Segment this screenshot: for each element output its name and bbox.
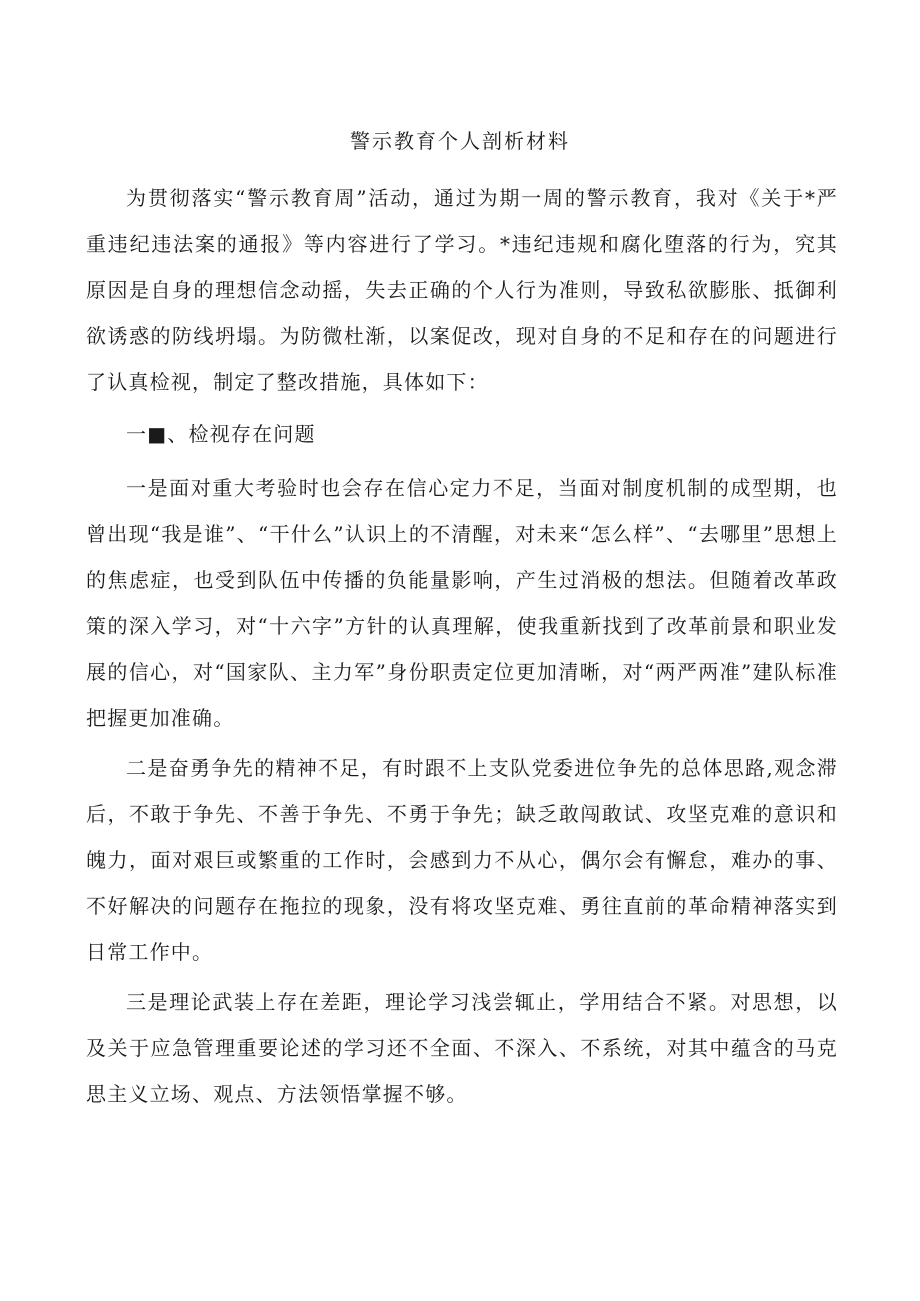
- document-title: 警示教育个人剖析材料: [350, 129, 570, 153]
- point-two-paragraph: 二是奋勇争先的精神不足，有时跟不上支队党委进位争先的总体思路,观念滞后，不敢于争先、不善于争先、不勇于争先；缺乏敢闯敢试、攻坚克难的意识和魄力，面对艰巨或繁重的工作时，会感到力不从心，偶尔会有懈怠，难办的事、不好解决的问题存在拖拉的现象，没有将攻坚克难、勇往直前的革命精神落实到日常工作中。: [86, 756, 838, 964]
- document-body: [86, 175, 838, 1117]
- intro-paragraph: 为贯彻落实“警示教育周”活动，通过为期一周的警示教育，我对《关于*严重违纪违法案的通报》等内容进行了学习。*违纪违规和腐化堕落的行为，究其原因是自身的理想信念动摇，失去正确的个人行为准则，导致私欲膨胀、抵御利欲诱惑的防线坍塌。为防微杜渐，以案促改，现对自身的不足和存在的问题进行了认真检视，制定了整改措施，具体如下：: [86, 186, 838, 394]
- point-one-paragraph: 一是面对重大考验时也会存在信心定力不足，当面对制度机制的成型期，也曾出现“我是谁”、“干什么”认识上的不清醒，对未来“怎么样”、“去哪里”思想上的焦虑症，也受到队伍中传播的负能量影响，产生过消极的想法。但随着改革政策的深入学习，对“十六字”方针的认真理解，使我重新找到了改革前景和职业发展的信心，对“国家队、主力军”身份职责定位更加清晰，对“两严两准”建队标准把握更加准确。: [86, 476, 838, 730]
- section-heading: 一■、检视存在问题: [126, 422, 316, 446]
- point-three-paragraph: 三是理论武装上存在差距，理论学习浅尝辄止，学用结合不紧。对思想，以及关于应急管理重要论述的学习还不全面、不深入、不系统，对其中蕴含的马克思主义立场、观点、方法领悟掌握不够。: [86, 990, 838, 1106]
